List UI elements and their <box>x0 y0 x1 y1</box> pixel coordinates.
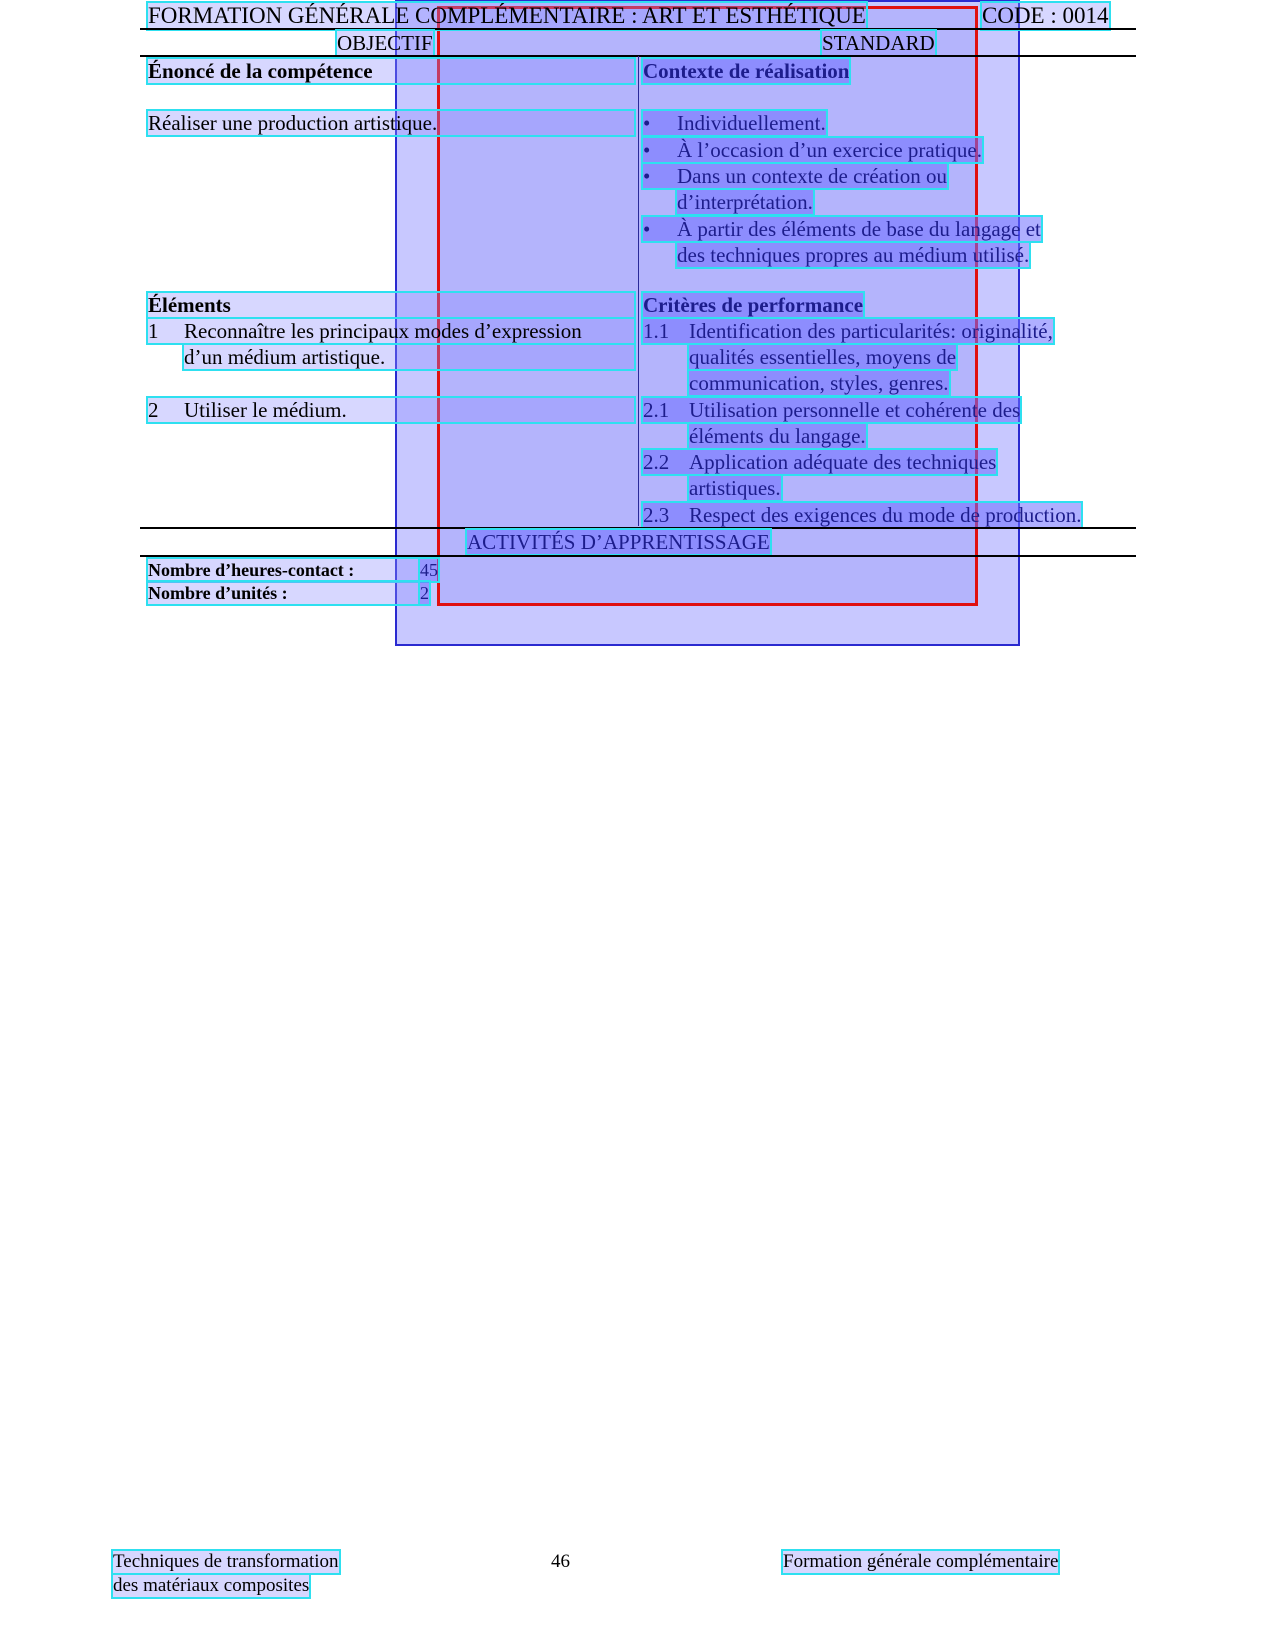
activities-rule-bottom <box>140 555 1136 557</box>
criterion-cont: communication, styles, genres. <box>689 371 949 395</box>
criterion-cont: artistiques. <box>689 476 781 500</box>
criterion-row <box>643 319 1053 343</box>
element-num: 2 <box>148 398 159 422</box>
criterion-num: 2.1 <box>643 398 670 422</box>
criterion-cont: éléments du langage. <box>689 424 866 448</box>
criterion-row <box>643 398 1020 422</box>
bullet-icon: • <box>643 164 651 188</box>
element-row-1-cont <box>184 345 634 369</box>
competence-text: Réaliser une production artistique. <box>148 111 634 135</box>
context-item-text: Individuellement. <box>677 111 826 135</box>
form-title: FORMATION GÉNÉRALE COMPLÉMENTAIRE : ART ET ESTHÉTIQUE <box>148 3 866 28</box>
units-value: 2 <box>420 583 429 603</box>
context-item-cont: des techniques propres au médium utilisé. <box>677 243 1030 267</box>
footer-section: Formation générale complémentaire <box>783 1551 1059 1572</box>
hours-label: Nombre d’heures-contact : <box>148 559 418 581</box>
context-item <box>643 138 982 162</box>
footer-program-line1: Techniques de transformation <box>113 1551 339 1572</box>
elements-heading: Éléments <box>148 293 634 317</box>
context-item <box>643 111 826 135</box>
bullet-icon: • <box>643 138 651 162</box>
context-item-cont: d’interprétation. <box>677 190 813 214</box>
criterion-row <box>643 503 1081 527</box>
context-item-text: À l’occasion d’un exercice pratique. <box>677 138 982 162</box>
criterion-text: Identification des particularités: originalité, <box>689 319 1053 343</box>
activities-rule-top <box>140 527 1136 529</box>
activities-heading: ACTIVITÉS D’APPRENTISSAGE <box>467 530 770 554</box>
element-text: Reconnaître les principaux modes d’expression <box>184 319 582 343</box>
criterion-num: 2.2 <box>643 450 670 474</box>
element-text: d’un médium artistique. <box>184 345 386 369</box>
competence-heading: Énoncé de la compétence <box>148 59 634 83</box>
bullet-icon: • <box>643 217 651 241</box>
element-num: 1 <box>148 319 159 343</box>
context-item-text: À partir des éléments de base du langage et <box>677 217 1041 241</box>
element-row-1 <box>148 319 634 343</box>
footer-program-line2: des matériaux composites <box>113 1575 310 1596</box>
criterion-num: 2.3 <box>643 503 670 527</box>
context-item <box>643 164 947 188</box>
criterion-text: Utilisation personnelle et cohérente des <box>689 398 1021 422</box>
hours-value: 45 <box>420 560 438 580</box>
criterion-row <box>643 450 996 474</box>
units-label: Nombre d’unités : <box>148 582 418 604</box>
context-heading: Contexte de réalisation <box>643 59 850 83</box>
bullet-icon: • <box>643 111 651 135</box>
objectif-label: OBJECTIF <box>337 31 433 55</box>
header-rule-top <box>140 28 1136 30</box>
element-text: Utiliser le médium. <box>184 398 347 422</box>
criterion-cont: qualités essentielles, moyens de <box>689 345 957 369</box>
standard-label: STANDARD <box>822 31 935 55</box>
element-row-2 <box>148 398 634 422</box>
criteria-heading: Critères de performance <box>643 293 864 317</box>
column-divider <box>638 56 639 526</box>
footer-page-number: 46 <box>551 1551 570 1572</box>
context-item-text: Dans un contexte de création ou <box>677 164 947 188</box>
criterion-num: 1.1 <box>643 319 670 343</box>
criterion-text: Application adéquate des techniques <box>689 450 997 474</box>
criterion-text: Respect des exigences du mode de production. <box>689 503 1082 527</box>
context-item <box>643 217 1041 241</box>
form-code: CODE : 0014 <box>982 3 1109 28</box>
